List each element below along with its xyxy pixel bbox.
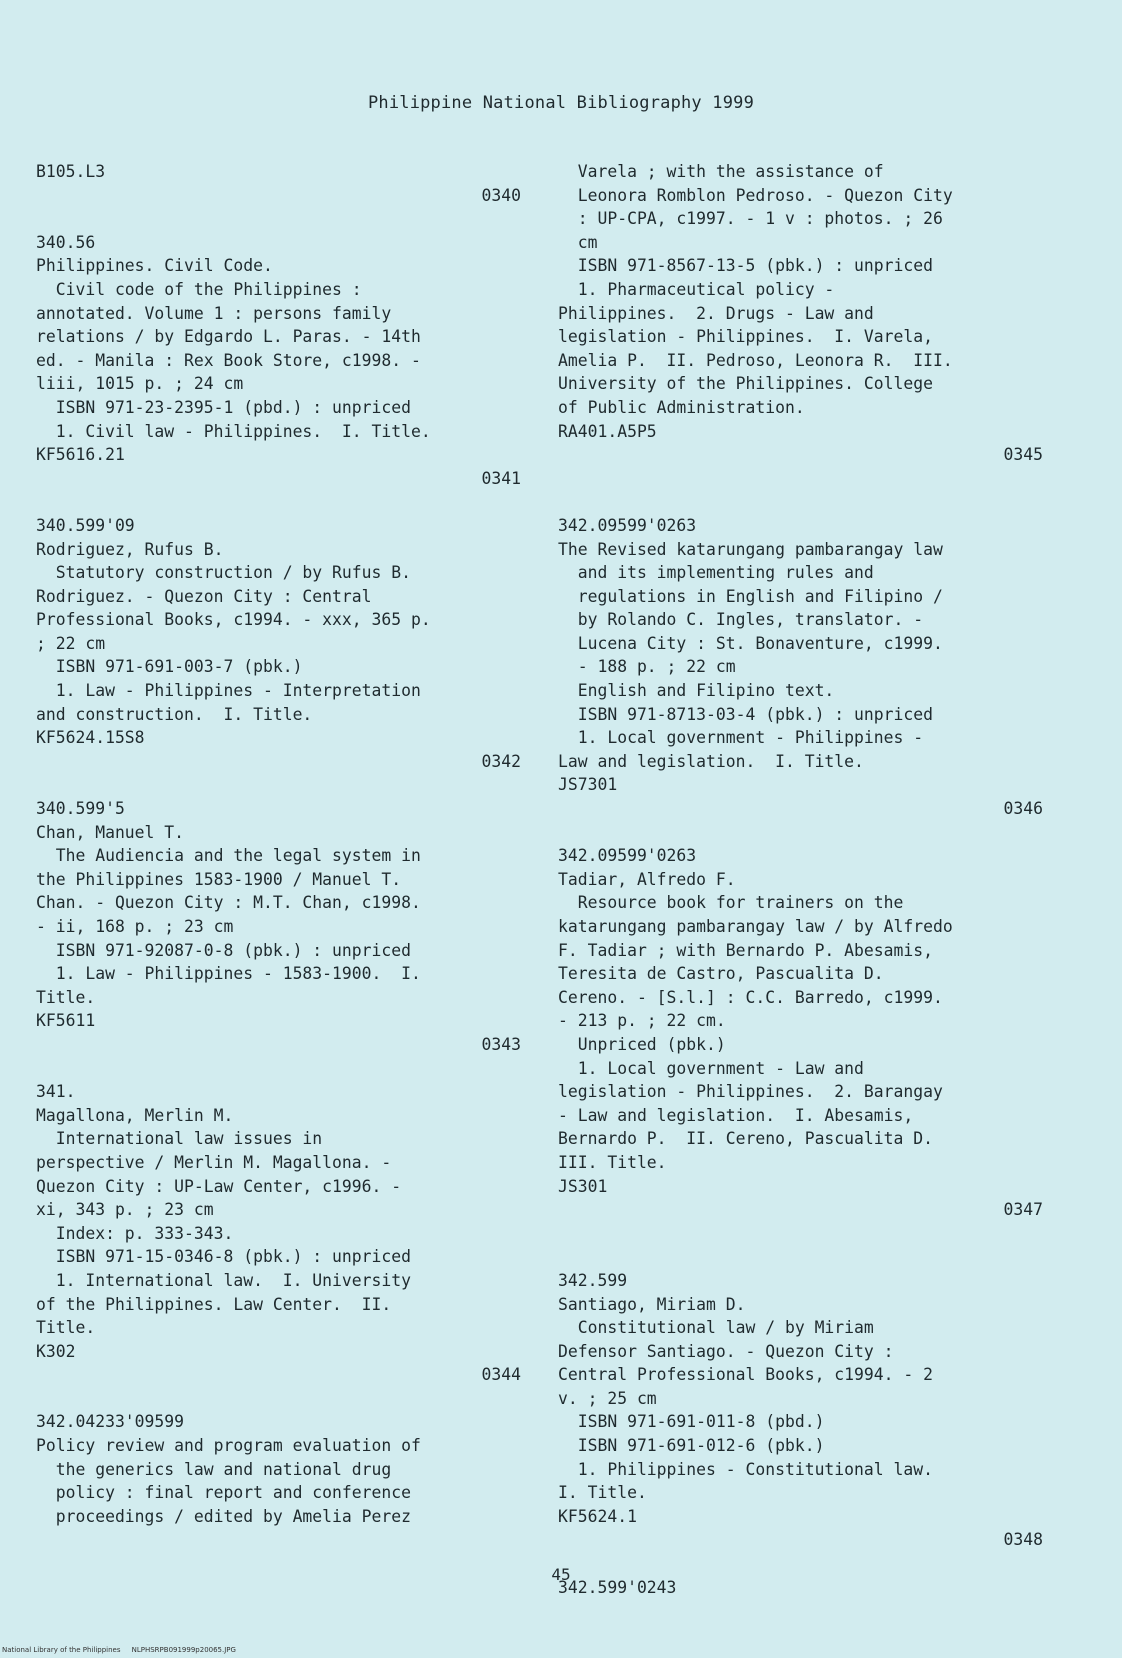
entry-line: - 213 p. ; 22 cm.: [558, 1011, 726, 1031]
entry-line: relations / by Edgardo L. Paras. - 14th: [36, 327, 421, 347]
entry-line: Civil code of the Philippines :: [36, 279, 362, 299]
entry-line: Amelia P. II. Pedroso, Leonora R. III.: [558, 350, 953, 370]
entry-line: Chan. - Quezon City : M.T. Chan, c1998.: [36, 893, 421, 913]
entry-line: English and Filipino text.: [558, 681, 835, 701]
entry-line: Rodriguez, Rufus B.: [36, 539, 224, 559]
entry-line: 342.599: [558, 1270, 628, 1290]
entry-line: KF5616.21: [36, 445, 125, 465]
blank-line: [558, 467, 1043, 491]
entry-line: katarungang pambarangay law / by Alfredo: [558, 917, 953, 936]
entry-line: University of the Philippines. College: [558, 374, 933, 394]
entry-line: the generics law and national drug: [36, 1459, 392, 1479]
entry-line: Index: p. 333-343.: [36, 1223, 234, 1243]
entry-line: 1. Philippines - Constitutional law.: [558, 1459, 933, 1479]
entry-number: 0345: [1003, 445, 1043, 465]
left-column: [36, 160, 521, 1528]
entry-line: Professional Books, c1994. - xxx, 365 p.: [36, 610, 431, 630]
entry-line: Policy review and program evaluation of: [36, 1436, 421, 1456]
entry-line: Title.: [36, 987, 96, 1007]
entry-line: 1. Civil law - Philippines. I. Title.: [36, 421, 431, 441]
entry-line: the Philippines 1583-1900 / Manuel T.: [36, 869, 402, 889]
entry-line: cm: [558, 232, 598, 252]
entry-line: Central Professional Books, c1994. - 2: [558, 1365, 933, 1385]
entry-line: I. Title.: [558, 1483, 647, 1503]
entry-line: Defensor Santiago. - Quezon City :: [558, 1341, 894, 1361]
entry-number: 0347: [1003, 1200, 1043, 1220]
page-title: Philippine National Bibliography 1999: [367, 93, 755, 113]
entry-line: - 188 p. ; 22 cm: [558, 657, 736, 677]
entry-line: KF5624.1: [558, 1506, 637, 1526]
blank-line: [558, 1222, 1043, 1246]
entry-number: 0343: [481, 1034, 521, 1054]
blank-line: [36, 1387, 521, 1411]
entry-line: K302: [36, 1341, 76, 1361]
entry-line: ISBN 971-23-2395-1 (pbd.) : unpriced: [36, 397, 411, 417]
entry-line: Philippines. Civil Code.: [36, 256, 273, 276]
entry-line: ISBN 971-691-012-6 (pbk.): [558, 1436, 825, 1456]
entry-line: Unpriced (pbk.): [558, 1034, 726, 1054]
entry-line: International law issues in: [36, 1129, 323, 1149]
entry-line: and its implementing rules and: [558, 563, 874, 583]
entry-line: 1. Law - Philippines - Interpretation: [36, 681, 421, 701]
entry-line: The Audiencia and the legal system in: [36, 846, 421, 866]
entry-line: KF5611: [36, 1011, 96, 1031]
entry-line: xi, 343 p. ; 23 cm: [36, 1200, 214, 1220]
entry-line: JS301: [558, 1176, 608, 1196]
entry-line: 340.599'09: [36, 515, 135, 535]
page-number: 45: [551, 1565, 571, 1584]
entry-line: Statutory construction / by Rufus B.: [36, 563, 411, 583]
entry-line: and construction. I. Title.: [36, 704, 313, 724]
entry-line: v. ; 25 cm: [558, 1388, 657, 1408]
entry-line: Resource book for trainers on the: [558, 893, 904, 913]
entry-line: - Law and legislation. I. Abesamis,: [558, 1105, 914, 1125]
entry-number: 0342: [481, 751, 521, 771]
entry-line: : UP-CPA, c1997. - 1 v : photos. ; 26: [558, 209, 943, 229]
entry-line: Magallona, Merlin M.: [36, 1105, 234, 1125]
entry-line: Teresita de Castro, Pascualita D.: [558, 964, 884, 984]
entry-number: 0341: [481, 468, 521, 488]
entry-line: Cereno. - [S.l.] : C.C. Barredo, c1999.: [558, 987, 943, 1007]
entry-line: Santiago, Miriam D.: [558, 1294, 746, 1314]
entry-line: 340.56: [36, 232, 96, 252]
entry-line: - ii, 168 p. ; 23 cm: [36, 917, 234, 936]
entry-line: liii, 1015 p. ; 24 cm: [36, 374, 244, 394]
entry-line: Title.: [36, 1318, 96, 1338]
entry-line: Rodriguez. - Quezon City : Central: [36, 586, 372, 606]
entry-line: Chan, Manuel T.: [36, 822, 185, 842]
entry-line: by Rolando C. Ingles, translator. -: [558, 610, 924, 630]
entry-line: annotated. Volume 1 : persons family: [36, 303, 392, 323]
entry-line: KF5624.15S8: [36, 728, 145, 748]
blank-line: [36, 207, 521, 231]
entry-line: policy : final report and conference: [36, 1483, 411, 1503]
entry-line: legislation - Philippines. 2. Barangay: [558, 1082, 943, 1102]
entry-line: 342.599'0243: [558, 1577, 677, 1597]
scan-footer: National Library of the Philippines NLPHSRPB091999p20065.JPG: [2, 1646, 236, 1654]
entry-line: regulations in English and Filipino /: [558, 586, 943, 606]
entry-line: of Public Administration.: [558, 397, 805, 417]
entry-line: proceedings / edited by Amelia Perez: [36, 1506, 411, 1526]
entry-line: Varela ; with the assistance of: [558, 162, 884, 181]
entry-line: 1. Pharmaceutical policy -: [558, 279, 835, 299]
entry-line: Constitutional law / by Miriam: [558, 1318, 874, 1338]
entry-number: 0344: [481, 1365, 521, 1385]
entry-line: B105.L3: [36, 162, 106, 181]
entry-line: ISBN 971-15-0346-8 (pbk.) : unpriced: [36, 1247, 411, 1267]
blank-line: [36, 490, 521, 514]
blank-line: [36, 1057, 521, 1081]
entry-line: of the Philippines. Law Center. II.: [36, 1294, 392, 1314]
entry-number: 0348: [1003, 1530, 1043, 1550]
entry-line: Philippines. 2. Drugs - Law and: [558, 303, 874, 323]
entry-line: 342.04233'09599: [36, 1412, 185, 1432]
entry-number: 0346: [1003, 799, 1043, 819]
entry-line: ISBN 971-92087-0-8 (pbk.) : unpriced: [36, 940, 411, 960]
entry-line: Lucena City : St. Bonaventure, c1999.: [558, 633, 943, 653]
blank-line: [558, 821, 1043, 845]
entry-line: ISBN 971-691-003-7 (pbk.): [36, 657, 303, 677]
entry-line: III. Title.: [558, 1152, 667, 1172]
entry-line: RA401.A5P5: [558, 421, 657, 441]
blank-line: [558, 490, 1043, 514]
blank-line: [558, 1245, 1043, 1269]
entry-line: JS7301: [558, 775, 618, 795]
entry-line: Quezon City : UP-Law Center, c1996. -: [36, 1176, 402, 1196]
entry-line: ISBN 971-691-011-8 (pbd.): [558, 1412, 825, 1432]
entry-number: 0340: [481, 185, 521, 205]
entry-line: The Revised katarungang pambarangay law: [558, 539, 943, 559]
entry-line: Bernardo P. II. Cereno, Pascualita D.: [558, 1129, 933, 1149]
entry-line: Leonora Romblon Pedroso. - Quezon City: [558, 185, 953, 205]
entry-line: ISBN 971-8567-13-5 (pbk.) : unpriced: [558, 256, 933, 276]
entry-line: Law and legislation. I. Title.: [558, 751, 864, 771]
entry-line: legislation - Philippines. I. Varela,: [558, 327, 933, 347]
entry-line: 342.09599'0263: [558, 515, 697, 535]
entry-line: perspective / Merlin M. Magallona. -: [36, 1152, 392, 1172]
entry-line: ISBN 971-8713-03-4 (pbk.) : unpriced: [558, 704, 933, 724]
entry-line: 341.: [36, 1082, 76, 1102]
entry-line: 1. International law. I. University: [36, 1270, 411, 1290]
entry-line: ; 22 cm: [36, 633, 106, 653]
entry-line: F. Tadiar ; with Bernardo P. Abesamis,: [558, 940, 933, 960]
entry-line: 340.599'5: [36, 799, 125, 819]
right-column: [558, 160, 1043, 1599]
entry-line: 1. Local government - Law and: [558, 1058, 864, 1078]
entry-line: 1. Law - Philippines - 1583-1900. I.: [36, 964, 421, 984]
entry-line: ed. - Manila : Rex Book Store, c1998. -: [36, 350, 421, 370]
entry-line: 342.09599'0263: [558, 846, 697, 866]
entry-line: Tadiar, Alfredo F.: [558, 869, 736, 889]
blank-line: [36, 773, 521, 797]
entry-line: 1. Local government - Philippines -: [558, 728, 924, 748]
